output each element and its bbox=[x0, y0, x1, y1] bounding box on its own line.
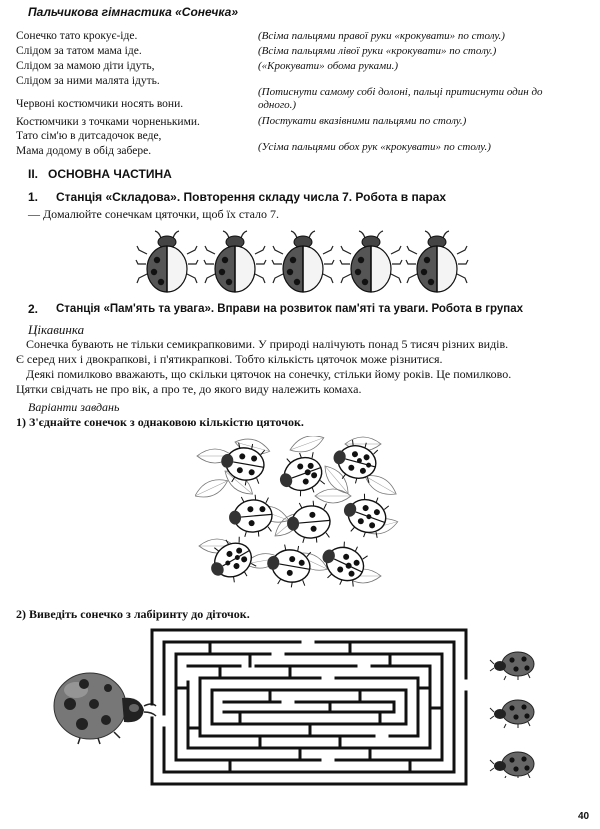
page-number: 40 bbox=[578, 811, 590, 822]
ladybug-icon bbox=[272, 231, 334, 292]
interesting-label: Цікавинка bbox=[28, 322, 85, 337]
poem-line: Слідом за ними малята ідуть. bbox=[16, 75, 160, 87]
note-line: (Всіма пальцями лівої руки «крокувати» по столу.) bbox=[258, 45, 497, 57]
maze-icon bbox=[150, 628, 468, 786]
ladybug-icon bbox=[406, 231, 468, 292]
note-line: одного.) bbox=[258, 99, 297, 111]
note-line: (Усіма пальцями обох рук «крокувати» по столу.) bbox=[258, 141, 491, 153]
ladybugs-on-leaves bbox=[195, 436, 405, 594]
poem-line: Мама додому в обід забере. bbox=[16, 145, 152, 157]
ladybug-icon bbox=[273, 448, 328, 502]
small-ladybugs bbox=[488, 648, 536, 778]
ladybug-icon bbox=[264, 541, 314, 590]
station2-title: Станція «Пам'ять та увага». Вправи на розвиток пам'яті та уваги. Робота в групах bbox=[56, 303, 524, 315]
ladybug-icon bbox=[227, 493, 273, 539]
gym-title: Пальчикова гімнастика «Сонечка» bbox=[28, 5, 238, 19]
interesting-line: Є серед них і двокрапкові, і п'ятикрапкові. Тобто кількість цяточок може різнитися. bbox=[16, 352, 443, 366]
variants-label: Варіанти завдань bbox=[28, 400, 120, 414]
note-line: (Постукати вказівними пальцями по столу.) bbox=[258, 115, 467, 127]
ladybug-icon bbox=[285, 499, 331, 545]
note-line: (Всіма пальцями правої руки «крокувати» по столу.) bbox=[258, 30, 505, 42]
note-line: (Потиснути самому собі долоні, пальці притиснути один до bbox=[258, 86, 543, 98]
ladybug-icon bbox=[490, 700, 534, 728]
station1-title: Станція «Складова». Повторення складу числа 7. Робота в парах bbox=[56, 190, 447, 204]
poem-line: Червоні костюмчики носять вони. bbox=[16, 98, 184, 110]
interesting-line: Деякі помилково вважають, що скільки цяточок на сонечку, стільки йому років. Це помилково. bbox=[26, 367, 512, 381]
ladybug-icon bbox=[490, 652, 534, 680]
section-title: II. ОСНОВНА ЧАСТИНА bbox=[28, 167, 172, 181]
task2: 2) Виведіть сонечко з лабіринту до діточок. bbox=[16, 607, 250, 621]
ladybug-icon bbox=[204, 231, 266, 292]
interesting-text bbox=[16, 337, 591, 397]
station2-number: 2. bbox=[28, 302, 39, 316]
station1-task: — Домалюйте сонечкам цяточки, щоб їх стало 7. bbox=[28, 207, 280, 221]
poem-line: Сонечко тато крокує-іде. bbox=[16, 30, 138, 42]
ladybug-icon bbox=[136, 231, 198, 292]
ladybug-row bbox=[135, 228, 470, 296]
ladybug-icon bbox=[202, 532, 260, 590]
poem-line: Слідом за мамою діти ідуть, bbox=[16, 60, 155, 72]
note-line: («Крокувати» обома руками.) bbox=[258, 60, 399, 72]
poem-line: Тато сім'ю в дитсадочок веде, bbox=[16, 130, 162, 142]
interesting-line: Цятки свідчать не про вік, а про те, до якого виду належить комаха. bbox=[16, 382, 362, 396]
interesting-line: Сонечка бувають не тільки семикрапковими. У природі налічують понад 5 тисяч різних видів. bbox=[26, 337, 509, 351]
task1: 1) З'єднайте сонечок з однаковою кількістю цяточок. bbox=[16, 415, 304, 429]
ladybug-icon bbox=[340, 231, 402, 292]
poem-line: Костюмчики з точками чорненькими. bbox=[16, 116, 200, 128]
poem-line: Слідом за татом мама іде. bbox=[16, 45, 142, 57]
big-ladybug-icon bbox=[50, 664, 160, 746]
ladybug-icon bbox=[490, 752, 534, 778]
station1-number: 1. bbox=[28, 190, 39, 204]
